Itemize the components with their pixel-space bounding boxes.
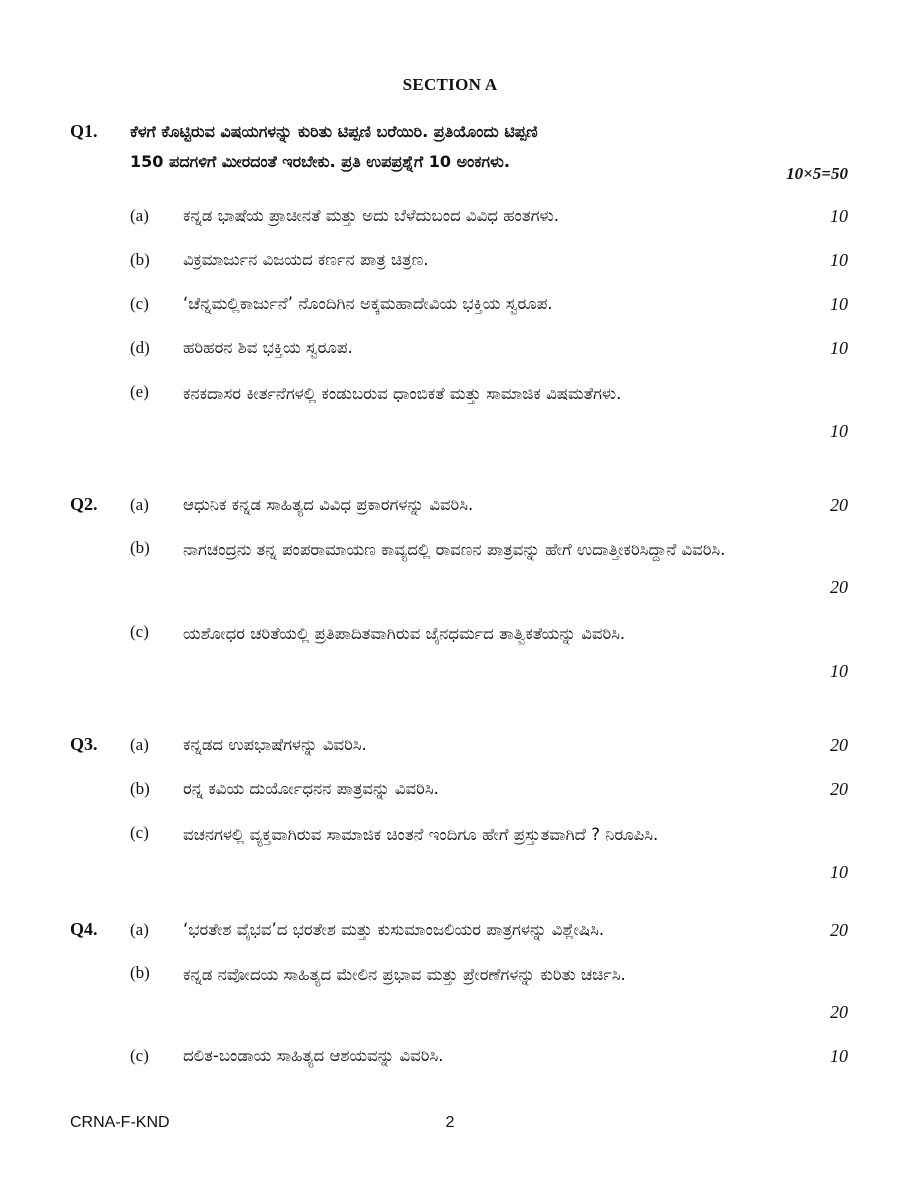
- q4-part-c-text: ದಲಿತ-ಬಂಡಾಯ ಸಾಹಿತ್ಯದ ಆಶಯವನ್ನು ವಿವರಿಸಿ.: [183, 1046, 444, 1065]
- q1-part-e-text: ಕನಕದಾಸರ ಕೀರ್ತನೆಗಳಲ್ಲಿ ಕಂಡುಬರುವ ಧಾಂಬಿಕತೆ ಮತ್ತು ಸಾಮಾಜಿಕ ವಿಷಮತೆಗಳು.: [183, 384, 622, 403]
- q1-part-d-text: ಹರಿಹರನ ಶಿವ ಭಕ್ತಿಯ ಸ್ವರೂಪ.: [183, 338, 353, 357]
- q3-part-a-label: (a): [130, 735, 149, 754]
- question-number-q1: Q1.: [70, 121, 98, 141]
- q4-part-a-text: ‘ಭರತೇಶ ವೈಭವ’ದ ಭರತೇಶ ಮತ್ತು ಕುಸುಮಾಂಜಲಿಯರ ಪಾತ್ರಗಳನ್ನು ವಿಶ್ಲೇಷಿಸಿ.: [183, 920, 605, 939]
- q1-total-marks: 10×5=50: [786, 164, 848, 183]
- q1-part-a-marks: 10: [830, 206, 848, 226]
- q2-part-a-label: (a): [130, 495, 149, 514]
- q3-part-c-marks: 10: [830, 862, 848, 882]
- section-title: SECTION A: [402, 75, 498, 94]
- q3-part-c-text: ವಚನಗಳಲ್ಲಿ ವ್ಯಕ್ತವಾಗಿರುವ ಸಾಮಾಜಿಕ ಚಿಂತನೆ ಇಂದಿಗೂ ಹೇಗೆ ಪ್ರಸ್ತುತವಾಗಿದೆ ? ನಿರೂಪಿಸಿ.: [183, 825, 659, 844]
- q3-part-c-label: (c): [130, 823, 149, 842]
- q1-part-c-label: (c): [130, 294, 149, 313]
- q4-part-c-label: (c): [130, 1046, 149, 1065]
- q2-part-c-label: (c): [130, 622, 149, 641]
- q3-part-b-marks: 20: [830, 779, 848, 799]
- q1-part-a-text: ಕನ್ನಡ ಭಾಷೆಯ ಪ್ರಾಚೀನತೆ ಮತ್ತು ಅದು ಬೆಳೆದುಬಂದ ವಿವಿಧ ಹಂತಗಳು.: [183, 206, 559, 225]
- q1-part-e-label: (e): [130, 382, 149, 401]
- q1-part-a-label: (a): [130, 206, 149, 225]
- q1-part-b-text: ವಿಕ್ರಮಾರ್ಜುನ ವಿಜಯದ ಕರ್ಣನ ಪಾತ್ರ ಚಿತ್ರಣ.: [183, 250, 429, 269]
- q4-part-b-label: (b): [130, 963, 150, 982]
- q4-part-b-marks: 20: [830, 1002, 848, 1022]
- q1-part-c-text: ‘ಚೆನ್ನಮಲ್ಲಿಕಾರ್ಜುನೆ’ ನೊಂದಿಗಿನ ಅಕ್ಕಮಹಾದೇವಿಯ ಭಕ್ತಿಯ ಸ್ವರೂಪ.: [183, 294, 553, 313]
- q1-part-d-label: (d): [130, 338, 150, 357]
- question-number-q3: Q3.: [70, 734, 98, 754]
- q2-part-b-marks: 20: [830, 577, 848, 597]
- q4-part-a-label: (a): [130, 920, 149, 939]
- q1-instruction-line1: ಕೆಳಗೆ ಕೊಟ್ಟಿರುವ ವಿಷಯಗಳನ್ನು ಕುರಿತು ಟಿಪ್ಪಣಿ ಬರೆಯಿರಿ. ಪ್ರತಿಯೊಂದು ಟಿಪ್ಪಣಿ: [130, 122, 538, 141]
- q2-part-c-marks: 10: [830, 661, 848, 681]
- q1-part-b-marks: 10: [830, 250, 848, 270]
- page-number: 2: [445, 1114, 455, 1131]
- paper-code: CRNA-F-KND: [70, 1114, 170, 1131]
- q2-part-b-label: (b): [130, 538, 150, 557]
- q2-part-a-text: ಆಧುನಿಕ ಕನ್ನಡ ಸಾಹಿತ್ಯದ ವಿವಿಧ ಪ್ರಕಾರಗಳನ್ನು ವಿವರಿಸಿ.: [183, 495, 474, 514]
- question-number-q4: Q4.: [70, 919, 98, 939]
- q1-part-c-marks: 10: [830, 294, 848, 314]
- q2-part-b-text: ನಾಗಚಂದ್ರನು ತನ್ನ ಪಂಪರಾಮಾಯಣ ಕಾವ್ಯದಲ್ಲಿ ರಾವಣನ ಪಾತ್ರವನ್ನು ಹೇಗೆ ಉದಾತ್ತೀಕರಿಸಿದ್ದಾನೆ ವಿವರಿಸಿ.: [183, 540, 726, 559]
- q3-part-b-label: (b): [130, 779, 150, 798]
- q1-part-d-marks: 10: [830, 338, 848, 358]
- q3-part-b-text: ರನ್ನ ಕವಿಯ ದುರ್ಯೋಧನನ ಪಾತ್ರವನ್ನು ವಿವರಿಸಿ.: [183, 779, 439, 798]
- q2-part-c-text: ಯಶೋಧರ ಚರಿತೆಯಲ್ಲಿ ಪ್ರತಿಪಾದಿತವಾಗಿರುವ ಜೈನಧರ್ಮದ ತಾತ್ವಿಕತೆಯನ್ನು ವಿವರಿಸಿ.: [183, 624, 626, 643]
- q3-part-a-text: ಕನ್ನಡದ ಉಪಭಾಷೆಗಳನ್ನು ವಿವರಿಸಿ.: [183, 735, 367, 754]
- q4-part-c-marks: 10: [830, 1046, 848, 1066]
- q1-part-b-label: (b): [130, 250, 150, 269]
- q2-part-a-marks: 20: [830, 495, 848, 515]
- q4-part-a-marks: 20: [830, 920, 848, 940]
- question-number-q2: Q2.: [70, 494, 98, 514]
- q1-part-e-marks: 10: [830, 421, 848, 441]
- q1-instruction: [130, 117, 820, 177]
- q4-part-b-text: ಕನ್ನಡ ನವೋದಯ ಸಾಹಿತ್ಯದ ಮೇಲಿನ ಪ್ರಭಾವ ಮತ್ತು ಪ್ರೇರಣೆಗಳನ್ನು ಕುರಿತು ಚರ್ಚಿಸಿ.: [183, 965, 626, 984]
- q1-instruction-line2: 150 ಪದಗಳಿಗೆ ಮೀರದಂತೆ ಇರಬೇಕು. ಪ್ರತಿ ಉಪಪ್ರಶ್ನೆಗೆ 10 ಅಂಕಗಳು.: [130, 152, 510, 171]
- q3-part-a-marks: 20: [830, 735, 848, 755]
